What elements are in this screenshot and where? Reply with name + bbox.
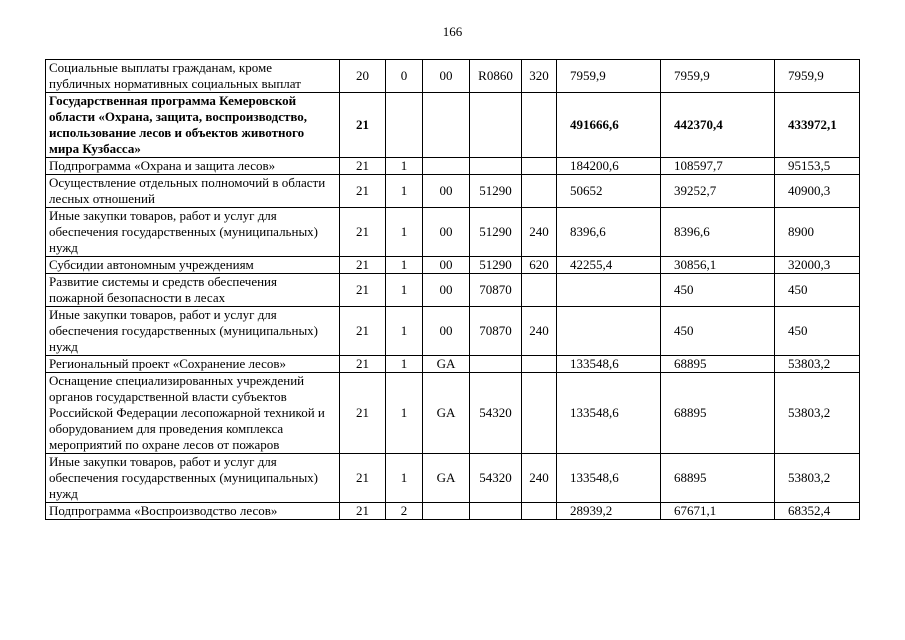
expense-type-cell [522, 175, 557, 208]
activity-code-cell: 00 [423, 307, 470, 356]
activity-code-cell [423, 158, 470, 175]
row-name-cell: Государственная программа Кемеровской области «Охрана, защита, воспроизводство, использование лесов и объектов животного мира Кузбасса» [46, 93, 340, 158]
row-name-cell: Субсидии автономным учреждениям [46, 257, 340, 274]
table-row [46, 93, 860, 158]
budget-table [45, 59, 860, 520]
amount-year2-cell: 68895 [661, 454, 775, 503]
amount-year2-cell: 8396,6 [661, 208, 775, 257]
expense-direction-cell: 51290 [470, 175, 522, 208]
activity-code-cell: GA [423, 454, 470, 503]
amount-year2-cell: 39252,7 [661, 175, 775, 208]
activity-code-cell: GA [423, 356, 470, 373]
expense-type-cell [522, 158, 557, 175]
page-number: 166 [442, 24, 463, 39]
amount-year1-cell: 133548,6 [557, 356, 661, 373]
table-row [46, 208, 860, 257]
program-code-cell: 21 [340, 373, 386, 454]
row-name-cell: Иные закупки товаров, работ и услуг для обеспечения государственных (муниципальных) нужд [46, 307, 340, 356]
activity-code-cell: 00 [423, 175, 470, 208]
expense-type-cell: 240 [522, 307, 557, 356]
amount-year3-cell: 32000,3 [775, 257, 860, 274]
subprogram-code-cell: 1 [386, 356, 423, 373]
amount-year3-cell: 95153,5 [775, 158, 860, 175]
expense-direction-cell [470, 503, 522, 520]
table-row [46, 274, 860, 307]
table-row [46, 175, 860, 208]
row-name-cell: Подпрограмма «Воспроизводство лесов» [46, 503, 340, 520]
row-name-cell: Оснащение специализированных учреждений органов государственной власти субъектов Российской Федерации лесопожарной техникой и оборудованием для проведения комплекса мероприятий по охране лесов от пожаров [46, 373, 340, 454]
subprogram-code-cell: 1 [386, 373, 423, 454]
amount-year2-cell: 450 [661, 274, 775, 307]
amount-year3-cell: 40900,3 [775, 175, 860, 208]
expense-type-cell: 240 [522, 208, 557, 257]
expense-direction-cell [470, 93, 522, 158]
amount-year3-cell: 433972,1 [775, 93, 860, 158]
activity-code-cell: GA [423, 373, 470, 454]
amount-year1-cell: 42255,4 [557, 257, 661, 274]
amount-year1-cell [557, 274, 661, 307]
amount-year1-cell: 133548,6 [557, 454, 661, 503]
table-row [46, 60, 860, 93]
expense-type-cell: 320 [522, 60, 557, 93]
subprogram-code-cell [386, 93, 423, 158]
expense-direction-cell [470, 158, 522, 175]
amount-year3-cell: 450 [775, 274, 860, 307]
program-code-cell: 21 [340, 175, 386, 208]
expense-direction-cell: 51290 [470, 257, 522, 274]
program-code-cell: 21 [340, 274, 386, 307]
expense-direction-cell: R0860 [470, 60, 522, 93]
activity-code-cell: 00 [423, 274, 470, 307]
expense-direction-cell: 54320 [470, 454, 522, 503]
subprogram-code-cell: 1 [386, 208, 423, 257]
program-code-cell: 20 [340, 60, 386, 93]
amount-year2-cell: 108597,7 [661, 158, 775, 175]
amount-year3-cell: 53803,2 [775, 454, 860, 503]
activity-code-cell: 00 [423, 60, 470, 93]
row-name-cell: Осуществление отдельных полномочий в области лесных отношений [46, 175, 340, 208]
program-code-cell: 21 [340, 307, 386, 356]
table-row [46, 257, 860, 274]
expense-type-cell [522, 274, 557, 307]
amount-year3-cell: 53803,2 [775, 373, 860, 454]
table-row [46, 454, 860, 503]
row-name-cell: Социальные выплаты гражданам, кроме публичных нормативных социальных выплат [46, 60, 340, 93]
subprogram-code-cell: 1 [386, 307, 423, 356]
amount-year3-cell: 8900 [775, 208, 860, 257]
amount-year1-cell: 133548,6 [557, 373, 661, 454]
expense-type-cell [522, 356, 557, 373]
program-code-cell: 21 [340, 93, 386, 158]
table-row [46, 158, 860, 175]
expense-type-cell [522, 373, 557, 454]
subprogram-code-cell: 1 [386, 454, 423, 503]
activity-code-cell: 00 [423, 208, 470, 257]
program-code-cell: 21 [340, 257, 386, 274]
expense-type-cell: 240 [522, 454, 557, 503]
table-row [46, 307, 860, 356]
row-name-cell: Региональный проект «Сохранение лесов» [46, 356, 340, 373]
activity-code-cell [423, 503, 470, 520]
amount-year3-cell: 68352,4 [775, 503, 860, 520]
expense-type-cell: 620 [522, 257, 557, 274]
expense-direction-cell: 54320 [470, 373, 522, 454]
program-code-cell: 21 [340, 503, 386, 520]
amount-year3-cell: 53803,2 [775, 356, 860, 373]
program-code-cell: 21 [340, 454, 386, 503]
subprogram-code-cell: 1 [386, 257, 423, 274]
expense-direction-cell [470, 356, 522, 373]
row-name-cell: Развитие системы и средств обеспечения пожарной безопасности в лесах [46, 274, 340, 307]
amount-year1-cell: 50652 [557, 175, 661, 208]
program-code-cell: 21 [340, 158, 386, 175]
amount-year1-cell: 8396,6 [557, 208, 661, 257]
amount-year2-cell: 30856,1 [661, 257, 775, 274]
subprogram-code-cell: 1 [386, 175, 423, 208]
amount-year2-cell: 67671,1 [661, 503, 775, 520]
amount-year2-cell: 442370,4 [661, 93, 775, 158]
subprogram-code-cell: 0 [386, 60, 423, 93]
activity-code-cell: 00 [423, 257, 470, 274]
table-row [46, 356, 860, 373]
amount-year1-cell: 184200,6 [557, 158, 661, 175]
amount-year2-cell: 450 [661, 307, 775, 356]
amount-year3-cell: 7959,9 [775, 60, 860, 93]
amount-year1-cell [557, 307, 661, 356]
expense-direction-cell: 70870 [470, 307, 522, 356]
table-row [46, 373, 860, 454]
table-row [46, 503, 860, 520]
expense-direction-cell: 70870 [470, 274, 522, 307]
program-code-cell: 21 [340, 208, 386, 257]
row-name-cell: Подпрограмма «Охрана и защита лесов» [46, 158, 340, 175]
expense-direction-cell: 51290 [470, 208, 522, 257]
amount-year2-cell: 68895 [661, 373, 775, 454]
amount-year1-cell: 491666,6 [557, 93, 661, 158]
row-name-cell: Иные закупки товаров, работ и услуг для обеспечения государственных (муниципальных) нужд [46, 208, 340, 257]
expense-type-cell [522, 93, 557, 158]
row-name-cell: Иные закупки товаров, работ и услуг для обеспечения государственных (муниципальных) нужд [46, 454, 340, 503]
subprogram-code-cell: 2 [386, 503, 423, 520]
program-code-cell: 21 [340, 356, 386, 373]
amount-year1-cell: 7959,9 [557, 60, 661, 93]
subprogram-code-cell: 1 [386, 274, 423, 307]
amount-year1-cell: 28939,2 [557, 503, 661, 520]
amount-year2-cell: 68895 [661, 356, 775, 373]
activity-code-cell [423, 93, 470, 158]
amount-year3-cell: 450 [775, 307, 860, 356]
amount-year2-cell: 7959,9 [661, 60, 775, 93]
subprogram-code-cell: 1 [386, 158, 423, 175]
expense-type-cell [522, 503, 557, 520]
